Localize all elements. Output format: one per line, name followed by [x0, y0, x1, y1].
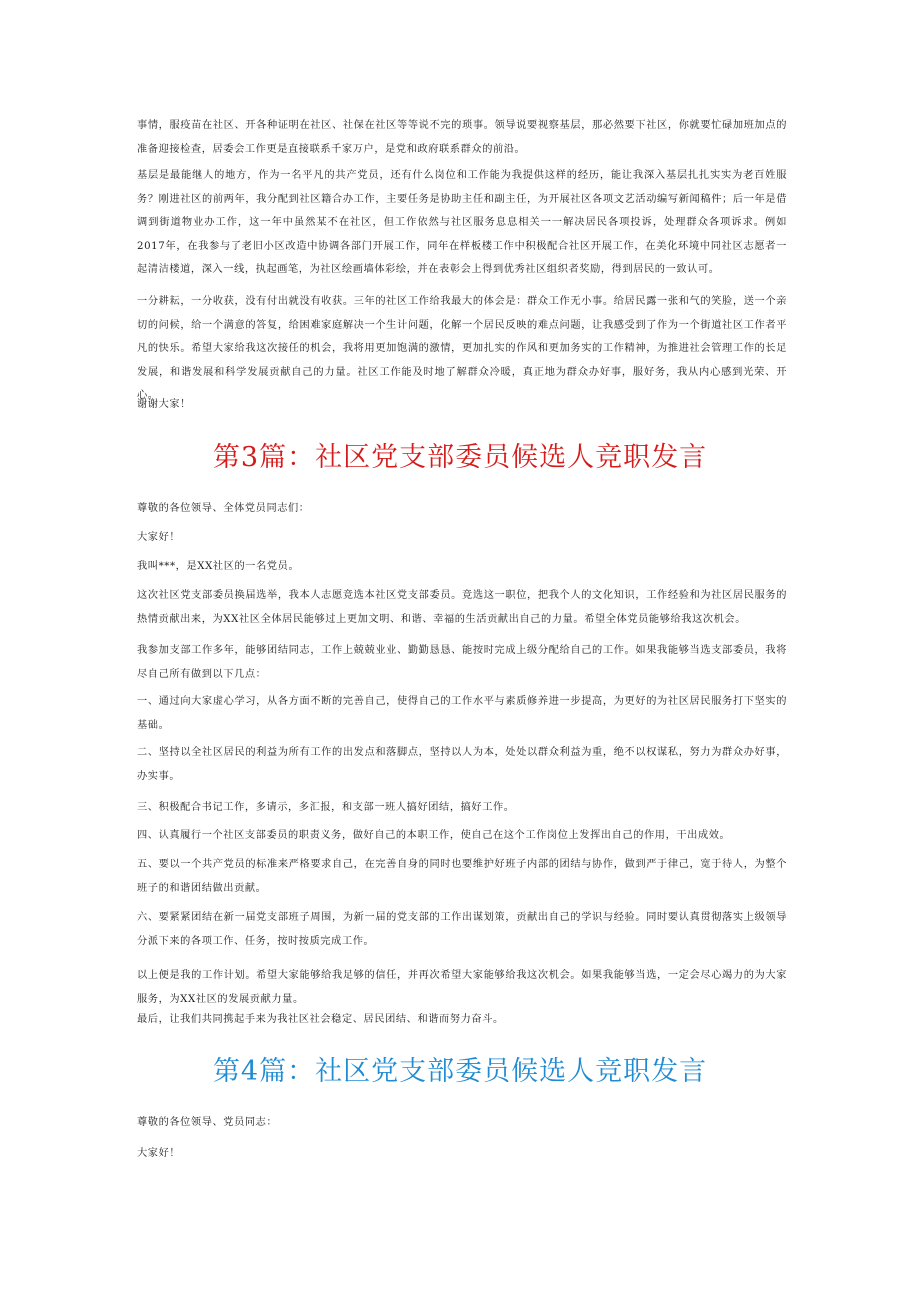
paragraph: 基层是最能继人的地方，作为一名平凡的共产党员，还有什么岗位和工作能为我提供这样的经历，能让我深入基层扎扎实实为老百姓服务？刚进社区的前两年，我分配到社区籍合办工作，主要任务是协助主任和副主任，为开展社区各项文艺活动编写新闻稿件；后一年是借调到街道物业办工作，这一年中虽然某不在社区，但工作依然与社区服务息息相关一一解决居民各项投诉，处理群众各项诉求。例如2017年，在我参与了老旧小区改造中协调各部门开展工作，同年在样板楼工作中积极配合社区开展工作，在美化环境中同社区志愿者一起清洁楼道，深入一线，执起画笔，为社区绘画墙体彩绘，并在表彰会上得到优秀社区组织者奖励，得到居民的一致认可。 — [137, 170, 787, 275]
greeting: 大家好！ — [137, 532, 181, 543]
list-item: 二、坚持以全社区居民的利益为所有工作的出发点和落脚点，坚持以人为本，处处以群众利益为重，绝不以权谋私，努力为群众办好事，办实事。 — [137, 747, 787, 782]
salutation: 尊敬的各位领导、党员同志： — [137, 1117, 278, 1128]
list-item: 三、积极配合书记工作，多请示，多汇报，和支部一班人搞好团结，搞好工作。 — [137, 802, 515, 813]
list-item: 一、通过向大家虚心学习，从各方面不断的完善自己，使得自己的工作水平与素质修养进一步提高，为更好的为社区居民服务打下坚实的基础。 — [137, 696, 787, 731]
paragraph: 我叫***，是XX社区的一名党员。 — [137, 561, 300, 572]
paragraph: 事情，服疫苗在社区、开各种证明在社区、社保在社区等等说不完的琐事。领导说要视察基层，那必然要下社区，你就要忙碌加班加点的准备迎接检查，居委会工作更是直接联系千家万户，是党和政府联系群众的前沿。 — [137, 120, 787, 155]
salutation: 尊敬的各位领导、全体党员同志们： — [137, 503, 310, 514]
section-4-heading: 第4篇：社区党支部委员候选人竞职发言 — [212, 1056, 708, 1087]
greeting: 大家好！ — [137, 1148, 181, 1159]
paragraph: 谢谢大家！ — [137, 399, 191, 410]
list-item: 四、认真履行一个社区支部委员的职责义务，做好自己的本职工作，使自己在这个工作岗位上发挥出自己的作用，干出成效。 — [137, 830, 731, 841]
section-3-heading: 第3篇：社区党支部委员候选人竞职发言 — [212, 442, 708, 473]
paragraph: 一分耕耘，一分收获，没有付出就没有收获。三年的社区工作给我最大的体会是：群众工作无小事。给居民露一张和气的笑脸，送一个亲切的问候，给一个满意的答复，给困难家庭解决一个生计问题，化解一个居民反映的难点问题，让我感受到了作为一个街道社区工作者平凡的快乐。希望大家给我这次接任的机会，我将用更加饱满的激情，更加扎实的作风和更加务实的工作精神，为推进社会管理工作的长足发展，和谐发展和科学发展贡献自己的力量。社区工作能及时地了解群众冷暖，真正地为群众办好事，服好务，我从内心感到光荣、开心。 — [137, 296, 787, 401]
paragraph: 最后，让我们共同携起手来为我社区社会稳定、居民团结、和谐而努力奋斗。 — [137, 1014, 504, 1025]
list-item: 六、要紧紧团结在新一届党支部班子周围，为新一届的党支部的工作出谋划策，贡献出自己的学识与经验。同时要认真贯彻落实上级领导分派下来的各项工作、任务，按时按质完成工作。 — [137, 912, 787, 947]
paragraph: 这次社区党支部委员换届选举，我本人志愿竞选本社区党支部委员。竞选这一职位，把我个人的文化知识，工作经验和为社区居民服务的热情贡献出来，为XX社区全体居民能够过上更加文明、和谐、幸福的生活贡献出自己的力量。希望全体党员能够给我这次机会。 — [137, 590, 787, 625]
paragraph: 以上便是我的工作计划。希望大家能够给我足够的信任，并再次希望大家能够给我这次机会。如果我能够当选，一定会尽心竭力的为大家服务，为XX社区的发展贡献力量。 — [137, 970, 787, 1005]
paragraph: 我参加支部工作多年，能够团结同志，工作上兢兢业业、勤勤恳恳、能按时完成上级分配给自己的工作。如果我能够当选支部委员，我将尽自己所有做到以下几点： — [137, 645, 787, 680]
list-item: 五、要以一个共产党员的标准来严格要求自己，在完善自身的同时也要维护好班子内部的团结与协作，做到严于律己，宽于待人，为整个班子的和谐团结做出贡献。 — [137, 859, 787, 894]
